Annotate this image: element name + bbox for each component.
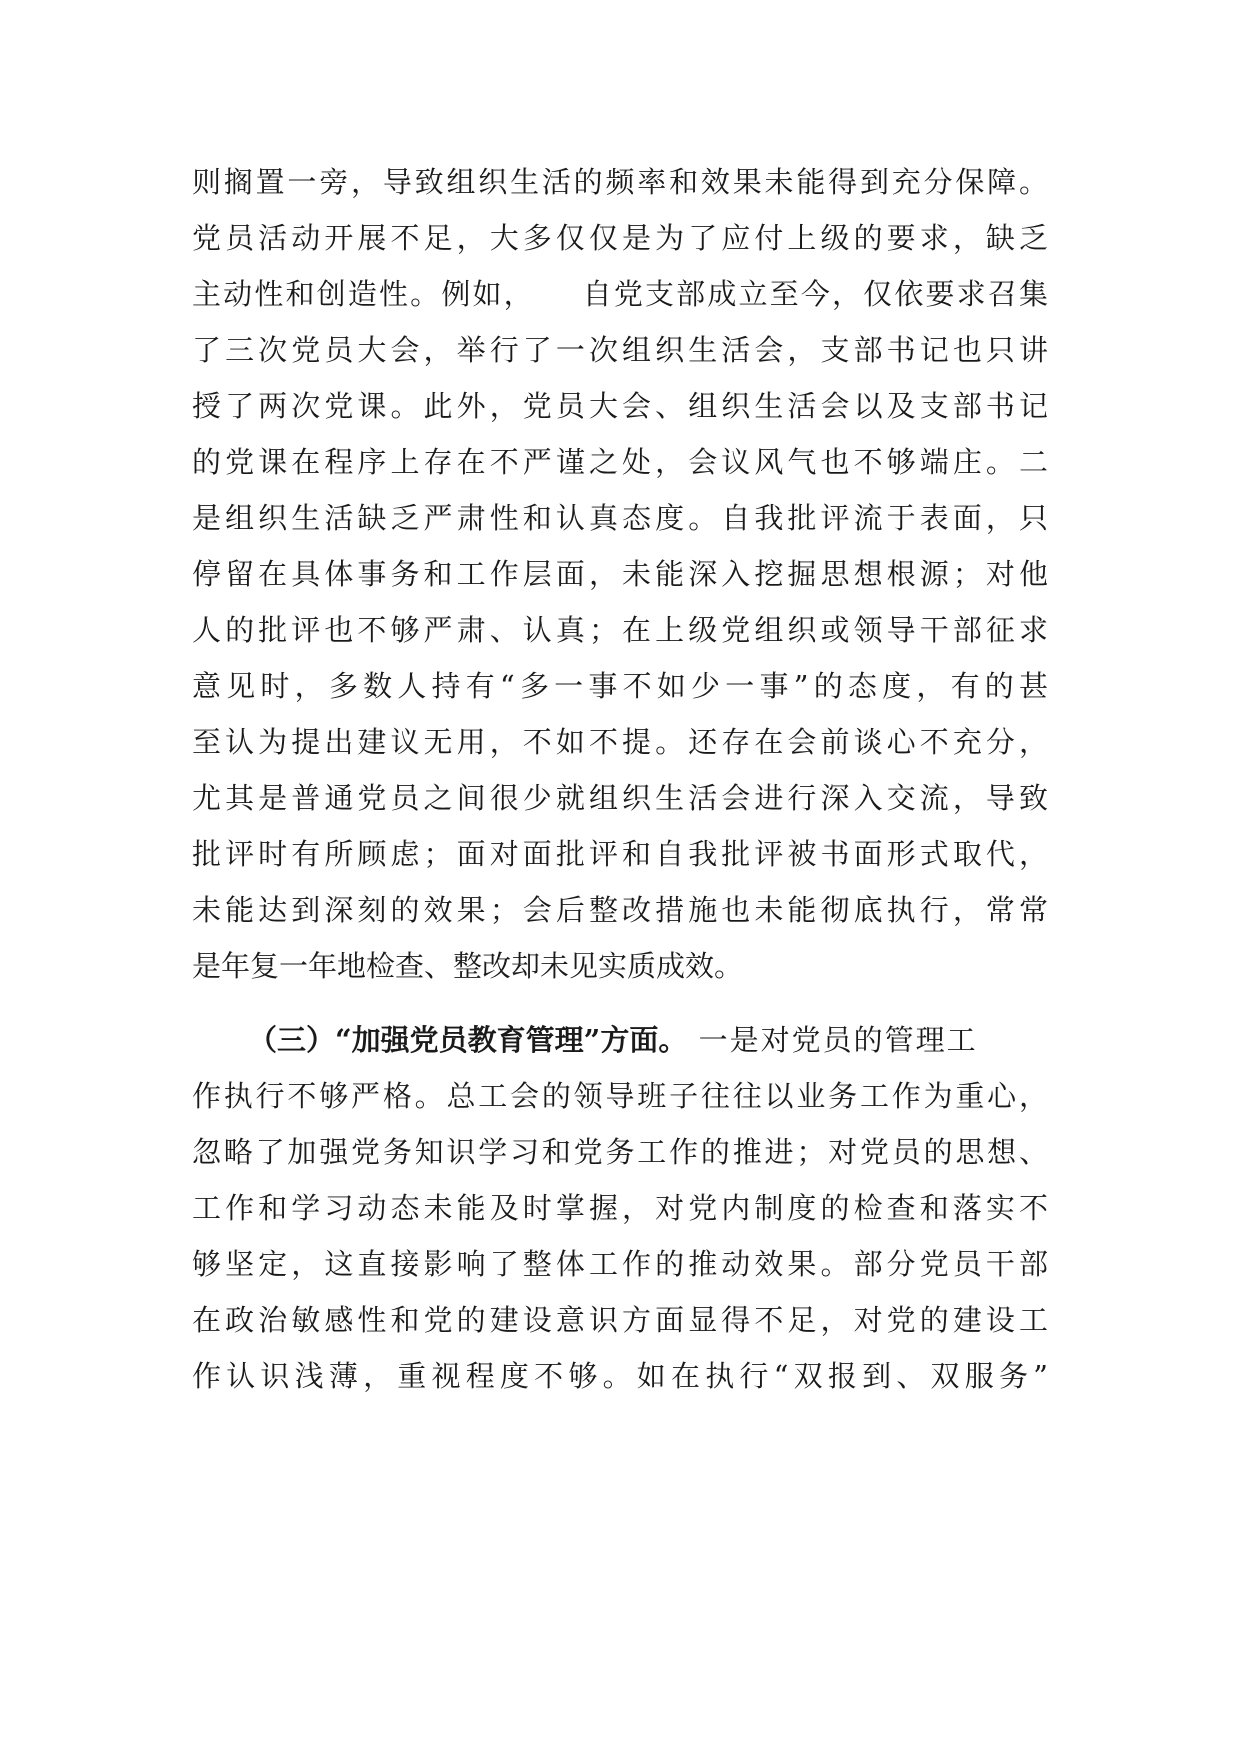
- paragraph-organizational-life: [192, 154, 1048, 994]
- text-line: 作执行不够严格。总工会的领导班子往往以业务工作为重心，: [192, 1079, 1048, 1113]
- text-line: 在政治敏感性和党的建设意识方面显得不足，对党的建设工: [192, 1303, 1048, 1337]
- text-line: 忽略了加强党务知识学习和党务工作的推进；对党员的思想、: [192, 1135, 1048, 1169]
- section-heading-line: [192, 1012, 1048, 1068]
- text-line: 了三次党员大会，举行了一次组织生活会，支部书记也只讲: [192, 333, 1048, 367]
- text-line: 停留在具体事务和工作层面，未能深入挖掘思想根源；对他: [192, 557, 1048, 591]
- text-line: 是年复一年地检查、整改却未见实质成效。: [192, 949, 744, 983]
- text-line: 是组织生活缺乏严肃性和认真态度。自我批评流于表面，只: [192, 501, 1048, 535]
- text-line: 够坚定，这直接影响了整体工作的推动效果。部分党员干部: [192, 1247, 1048, 1281]
- text-line: 批评时有所顾虑；面对面批评和自我批评被书面形式取代，: [192, 837, 1048, 871]
- text-line: 主动性和创造性。例如， 自党支部成立至今，仅依要求召集: [192, 277, 1048, 311]
- text-line: 的党课在程序上存在不严谨之处，会议风气也不够端庄。二: [192, 445, 1048, 479]
- heading-line-text: 一是对党员的管理工: [687, 1023, 978, 1057]
- text-line: 则搁置一旁，导致组织生活的频率和效果未能得到充分保障。: [192, 165, 1048, 199]
- paragraph-party-member-education: [192, 1012, 1048, 1404]
- text-line: 党员活动开展不足，大多仅仅是为了应付上级的要求，缺乏: [192, 221, 1048, 255]
- section-heading: （三）“加强党员教育管理”方面。: [248, 1023, 688, 1057]
- text-line: 授了两次党课。此外，党员大会、组织生活会以及支部书记: [192, 389, 1048, 423]
- text-line: 工作和学习动态未能及时掌握，对党内制度的检查和落实不: [192, 1191, 1048, 1225]
- text-line: 尤其是普通党员之间很少就组织生活会进行深入交流，导致: [192, 781, 1048, 815]
- text-line: 未能达到深刻的效果；会后整改措施也未能彻底执行，常常: [192, 893, 1048, 927]
- text-line: 意见时，多数人持有“多一事不如少一事”的态度，有的甚: [192, 669, 1048, 703]
- text-line: 至认为提出建议无用，不如不提。还存在会前谈心不充分，: [192, 725, 1048, 759]
- text-line: 作认识浅薄，重视程度不够。如在执行“双报到、双服务”: [192, 1359, 1048, 1393]
- text-line: 人的批评也不够严肃、认真；在上级党组织或领导干部征求: [192, 613, 1048, 647]
